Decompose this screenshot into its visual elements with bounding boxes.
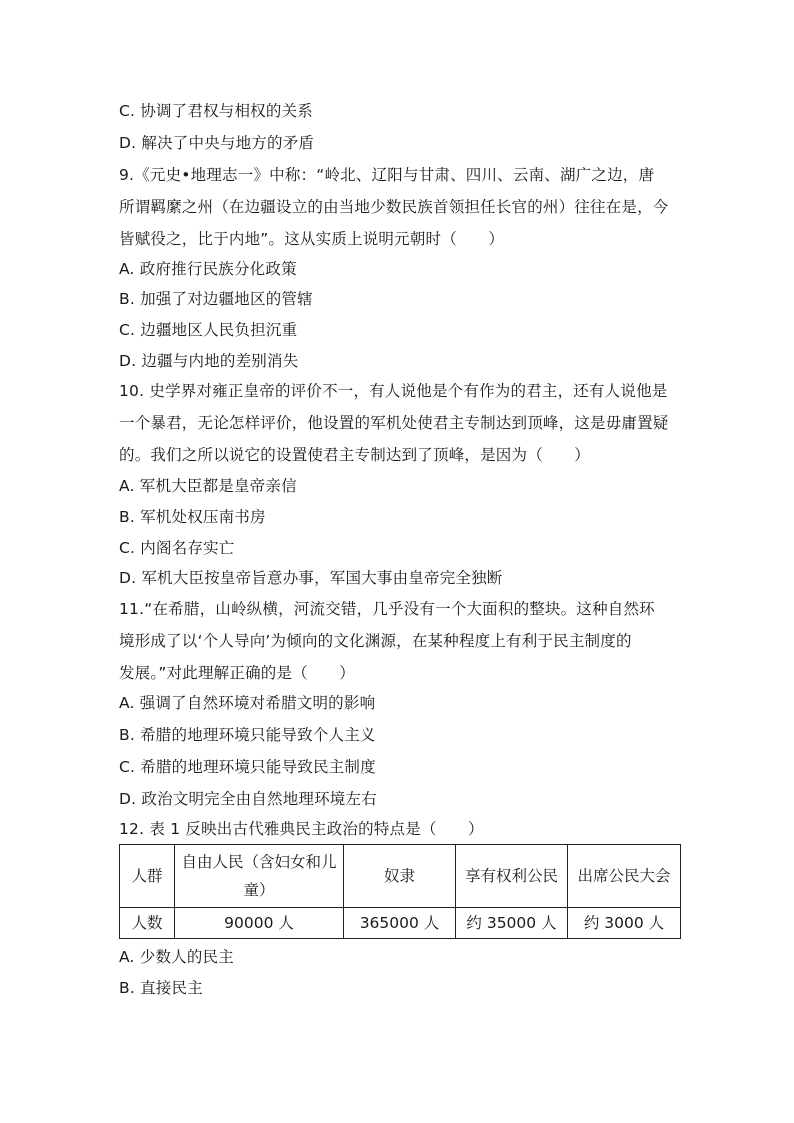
q9-option-d: D. 边疆与内地的差别消失 — [119, 352, 299, 370]
q11-option-b: B. 希腊的地理环境只能导致个人主义 — [119, 726, 376, 744]
q9-stem-line-2: 所谓羁縻之州（在边疆设立的由当地少数民族首领担任长官的州）往往在是，今 — [119, 198, 669, 216]
q10-option-a: A. 军机大臣都是皇帝亲信 — [119, 477, 297, 495]
q8-option-c: C. 协调了君权与相权的关系 — [119, 102, 313, 120]
q12-option-a: A. 少数人的民主 — [119, 948, 234, 966]
table-cell: 90000 人 — [175, 908, 344, 939]
q10-stem-line-2: 一个暴君，无论怎样评价，他设置的军机处使君主专制达到顶峰，这是毋庸置疑 — [119, 414, 669, 432]
q9-option-b: B. 加强了对边疆地区的管辖 — [119, 290, 313, 308]
q12-stem: 12. 表 1 反映出古代雅典民主政治的特点是（ ） — [119, 820, 484, 838]
q11-option-d: D. 政治文明完全由自然地理环境左右 — [119, 790, 377, 808]
q9-stem-line-1: 9.《元史•地理志一》中称：“岭北、辽阳与甘肃、四川、云南、湖广之边，唐 — [119, 166, 655, 184]
q9-option-a: A. 政府推行民族分化政策 — [119, 260, 297, 278]
table-header-cell: 自由人民（含妇女和儿童） — [175, 845, 344, 908]
q9-stem-line-3: 皆赋役之，比于内地”。这从实质上说明元朝时（ ） — [119, 230, 505, 248]
q10-option-d: D. 军机大臣按皇帝旨意办事，军国大事由皇帝完全独断 — [119, 569, 503, 587]
q10-option-c: C. 内阁名存实亡 — [119, 539, 235, 557]
table-cell: 约 3000 人 — [568, 908, 681, 939]
table-header-cell: 奴隶 — [344, 845, 456, 908]
q11-stem-line-3: 发展。”对此理解正确的是（ ） — [119, 664, 355, 682]
table-cell: 约 35000 人 — [456, 908, 568, 939]
q11-stem-line-2: 境形成了以‘个人导向’为倾向的文化渊源，在某种程度上有利于民主制度的 — [119, 632, 632, 650]
table-row — [120, 908, 681, 939]
q10-stem-line-3: 的。我们之所以说它的设置使君主专制达到了顶峰，是因为（ ） — [119, 446, 591, 464]
q11-stem-line-1: 11.“在希腊，山岭纵横，河流交错，几乎没有一个大面积的整块。这种自然环 — [119, 600, 655, 618]
q11-option-a: A. 强调了自然环境对希腊文明的影响 — [119, 694, 376, 712]
athens-population-table — [119, 844, 681, 939]
q8-option-d: D. 解决了中央与地方的矛盾 — [119, 134, 315, 152]
table-header-cell: 人群 — [120, 845, 175, 908]
table-cell: 365000 人 — [344, 908, 456, 939]
q10-option-b: B. 军机处权压南书房 — [119, 508, 266, 526]
table-header-cell: 享有权利公民 — [456, 845, 568, 908]
table-header-cell: 出席公民大会 — [568, 845, 681, 908]
q10-stem-line-1: 10. 史学界对雍正皇帝的评价不一，有人说他是个有作为的君主，还有人说他是 — [119, 382, 668, 400]
q9-option-c: C. 边疆地区人民负担沉重 — [119, 321, 298, 339]
q11-option-c: C. 希腊的地理环境只能导致民主制度 — [119, 758, 376, 776]
table-cell: 人数 — [120, 908, 175, 939]
table-header-row — [120, 845, 681, 908]
q12-option-b: B. 直接民主 — [119, 979, 203, 997]
